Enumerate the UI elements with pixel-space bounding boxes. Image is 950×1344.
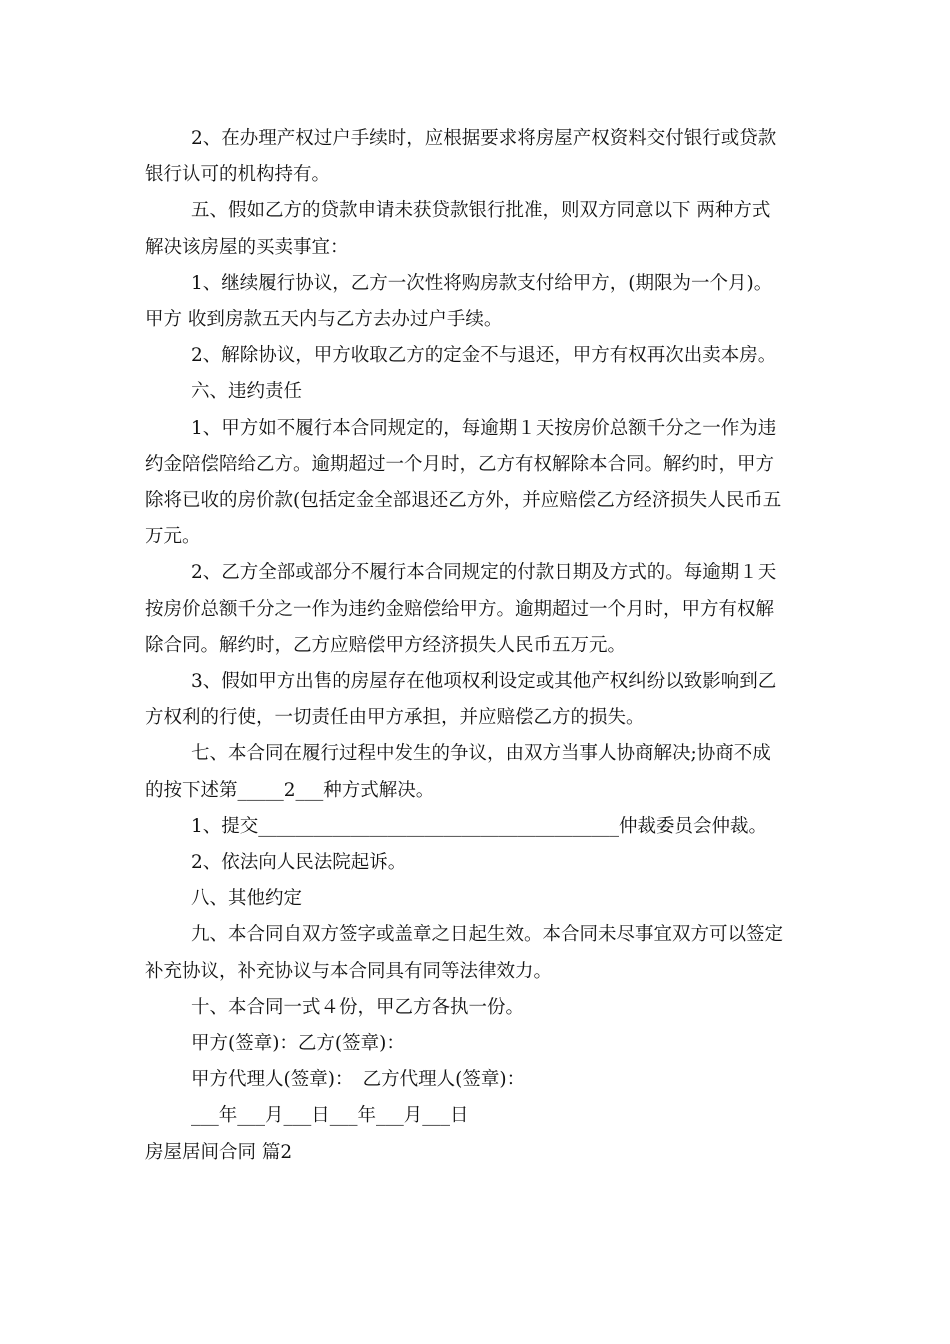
text-line: 万元。 [145, 526, 201, 548]
text-line: 甲方代理人(签章)： 乙方代理人(签章)： [191, 1069, 526, 1091]
contract-lines [145, 121, 810, 1135]
text-line: ___年___月___日___年___月___日 [191, 1105, 469, 1127]
text-line: 甲方(签章)：乙方(签章)： [191, 1033, 405, 1055]
text-line: 按房价总额千分之一作为违约金赔偿给甲方。逾期超过一个月时，甲方有权解 [145, 598, 775, 620]
text-line: 1、提交_______________________________________仲裁委员会仲裁。 [191, 815, 768, 837]
text-line: 解决该房屋的买卖事宜： [145, 236, 349, 258]
text-line: 2、在办理产权过户手续时，应根据要求将房屋产权资料交付银行或贷款 [191, 128, 777, 149]
text-line: 八、其他约定 [191, 888, 303, 910]
text-line: 2、解除协议，甲方收取乙方的定金不与退还，甲方有权再次出卖本房。 [191, 345, 777, 367]
text-line: 方权利的行使，一切责任由甲方承担，并应赔偿乙方的损失。 [145, 707, 645, 729]
text-line: 九、本合同自双方签字或盖章之日起生效。本合同未尽事宜双方可以签定 [191, 924, 784, 946]
text-line: 六、违约责任 [191, 381, 303, 403]
text-line: 的按下述第_____2___种方式解决。 [145, 779, 435, 801]
text-line: 甲方 收到房款五天内与乙方去办过户手续。 [145, 309, 503, 331]
contract-body [145, 121, 810, 1171]
text-line: 除合同。解约时，乙方应赔偿甲方经济损失人民币五万元。 [145, 634, 627, 656]
text-line: 除将已收的房价款(包括定金全部退还乙方外，并应赔偿乙方经济损失人民币五 [145, 490, 782, 512]
text-line: 3、假如甲方出售的房屋存在他项权利设定或其他产权纠纷以致影响到乙 [191, 671, 777, 693]
text-line: 2、依法向人民法院起诉。 [191, 852, 407, 874]
text-line: 银行认可的机构持有。 [145, 164, 331, 186]
text-line: 补充协议，补充协议与本合同具有同等法律效力。 [145, 960, 553, 982]
text-line: 2、乙方全部或部分不履行本合同规定的付款日期及方式的。每逾期１天 [191, 562, 777, 584]
text-line: 约金陪偿陪给乙方。逾期超过一个月时，乙方有权解除本合同。解约时，甲方 [145, 453, 775, 475]
text-line: 五、假如乙方的贷款申请未获贷款银行批准，则双方同意以下 两种方式 [191, 200, 771, 222]
text-line: 1、继续履行协议，乙方一次性将购房款支付给甲方，(期限为一个月)。 [191, 272, 773, 294]
text-line: 十、本合同一式４份，甲乙方各执一份。 [191, 996, 525, 1018]
section-heading: 房屋居间合同 篇2 [145, 1141, 293, 1163]
text-line: 1、甲方如不履行本合同规定的，每逾期１天按房价总额千分之一作为违 [191, 417, 777, 439]
text-line: 七、本合同在履行过程中发生的争议，由双方当事人协商解决;协商不成 [191, 743, 771, 765]
